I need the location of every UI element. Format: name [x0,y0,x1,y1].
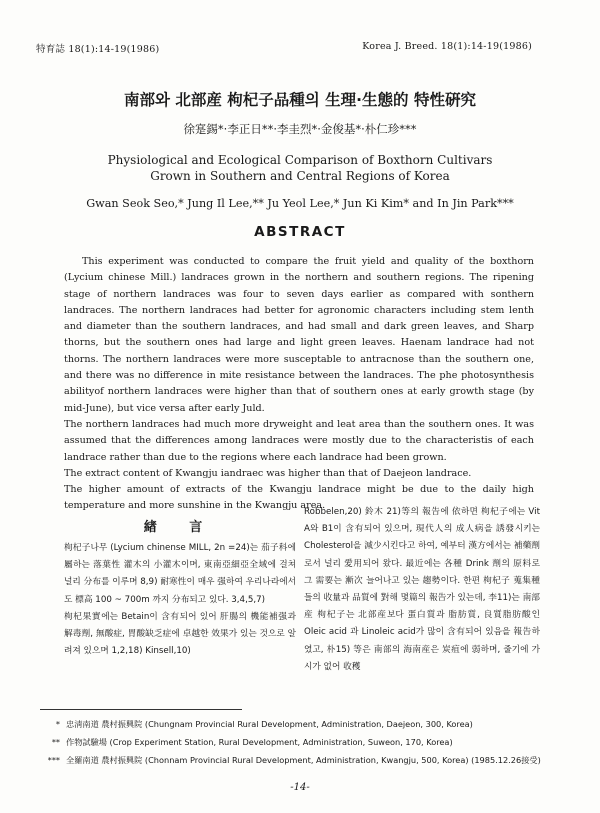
body-paragraph: Robbelen,20) 鈴木 21)等의 報告에 依하면 枸杞子에는 Vit A와 B1이 含有되어 있으며, 現代人의 成人病을 誘發시키는 Cholesterol을 減少시킨다고 하여, 예부터 漢方에서는 補藥劑로서 널리 愛用되어 왔다. 最近에는 各種 Drink 劑의 原料로 그 需要는 漸次 늘어나고 있는 趨勢이다. 한편 枸杞子 蒐集種들의 收量과 品質에 對해 몇篇의 報告가 있는데, 李11)는 南部産 枸杞子는 北部産보다 蛋白質과 脂肪質, 良質脂肪酸인 Oleic acid 과 Linoleic acid가 많이 含有되어 있음을 報告하였고, 朴15) 等은 南部의 海南産은 炭疽에 弱하며, 줄기에 가시가 없어 收穫 [304,507,540,672]
english-title-line-1: Physiological and Ecological Comparison of Boxthorn Cultivars [107,153,493,167]
footnote-marker: ** [51,737,60,747]
footnote-text: 忠淸南道 農村振興院 (Chungnam Provincial Rural Development, Administration, Daejeon, 300, Korea) [66,719,473,729]
running-header-korean: 特育誌 18(1):14-19(1986) [36,44,160,55]
english-title [0,152,600,184]
right-column [304,504,540,676]
left-column-text [64,540,296,660]
running-header-english: Korea J. Breed. 18(1):14-19(1986) [362,41,532,52]
body-paragraph: 枸杞子나무 (Lycium chinense MILL, 2n =24)는 茄子科에 屬하는 落葉性 灌木의 小灌木이며, 東南亞細亞全域에 걸쳐 널리 分布를 이루며 8,9) 耐寒性이 매우 强하여 우리나라에서도 標高 100 ~ 700m 까지 分布되고 있다. 3,4,5,7) [64,543,296,605]
body-paragraph: 枸杞果實에는 Betain이 含有되어 있어 肝腸의 機能補强과 解毒劑, 無酸症, 胃酸缺乏症에 卓越한 效果가 있는 것으로 알려져 있으며 1,2,18) Kinsell,10) [64,611,296,657]
abstract-paragraph: The northern landraces had much more dryweight and leat area than the southern ones. It was assumed that the differences among landraces were mostly due to the characteristis of each landrace rather than due to the regions where each landrace had been grown. [64,418,534,463]
korean-authors: 徐寔錫*·李正日**·李圭烈*·金俊基*·朴仁珍*** [183,122,417,136]
footnote-rule [40,709,242,710]
footnote-marker: *** [47,755,60,765]
abstract-paragraph: The higher amount of extracts of the Kwangju landrace might be due to the daily high temperature and more sunshine in the Kwangju area. [64,484,534,512]
abstract-paragraph: This experiment was conducted to compare the fruit yield and quality of the boxthorn (Lycium chinese Mill.) landraces grown in the northern and southern regions. The ripening stage of northern landraces was four to seven days earlier as compared with sonthern landraces. The northern landraces had better for agronomic characters including stem lenth and diameter than the southern landraces, and had small and dark green leaves, and Sharp thorns, but the southern ones had large and light green leaves. Haenam landrace had not thorns. The northern landraces were more susceptable to antracnose than the southern one, and there was no difference in mite resistance between the landraces. The phe photosynthesis abilityof northern landraces were higher than that of southern ones at early growth stage (by mid-June), but vice versa after early Juld. [64,256,534,414]
page-number: -14- [290,782,310,793]
footnote-text: 作物試驗場 (Crop Experiment Station, Rural Development, Administration, Suweon, 170, Korea) [66,737,453,747]
abstract-paragraph: The extract content of Kwangju iandraec was higher than that of Daejeon landrace. [64,467,472,479]
footnote-3 [40,755,560,766]
footnote-1 [40,719,560,730]
footnote-2 [40,737,560,748]
left-column [64,504,296,660]
english-authors: Gwan Seok Seo,* Jung Il Lee,** Ju Yeol Lee,* Jun Ki Kim* and In Jin Park*** [86,197,514,210]
footnote-marker: * [55,719,60,729]
right-column-text [304,504,540,676]
abstract-heading: ABSTRACT [254,224,346,240]
english-title-line-2: Grown in Southern and Central Regions of Korea [150,169,450,183]
footnote-text: 全羅南道 農村振興院 (Chonnam Provincial Rural Development, Administration, Kwangju, 500, Korea) (1985.12.26接受) [66,755,541,765]
abstract-body [64,254,534,515]
introduction-heading: 緖 言 [143,520,217,535]
korean-title: 南部와 北部産 枸杞子品種의 生理·生態的 特性硏究 [124,91,476,109]
